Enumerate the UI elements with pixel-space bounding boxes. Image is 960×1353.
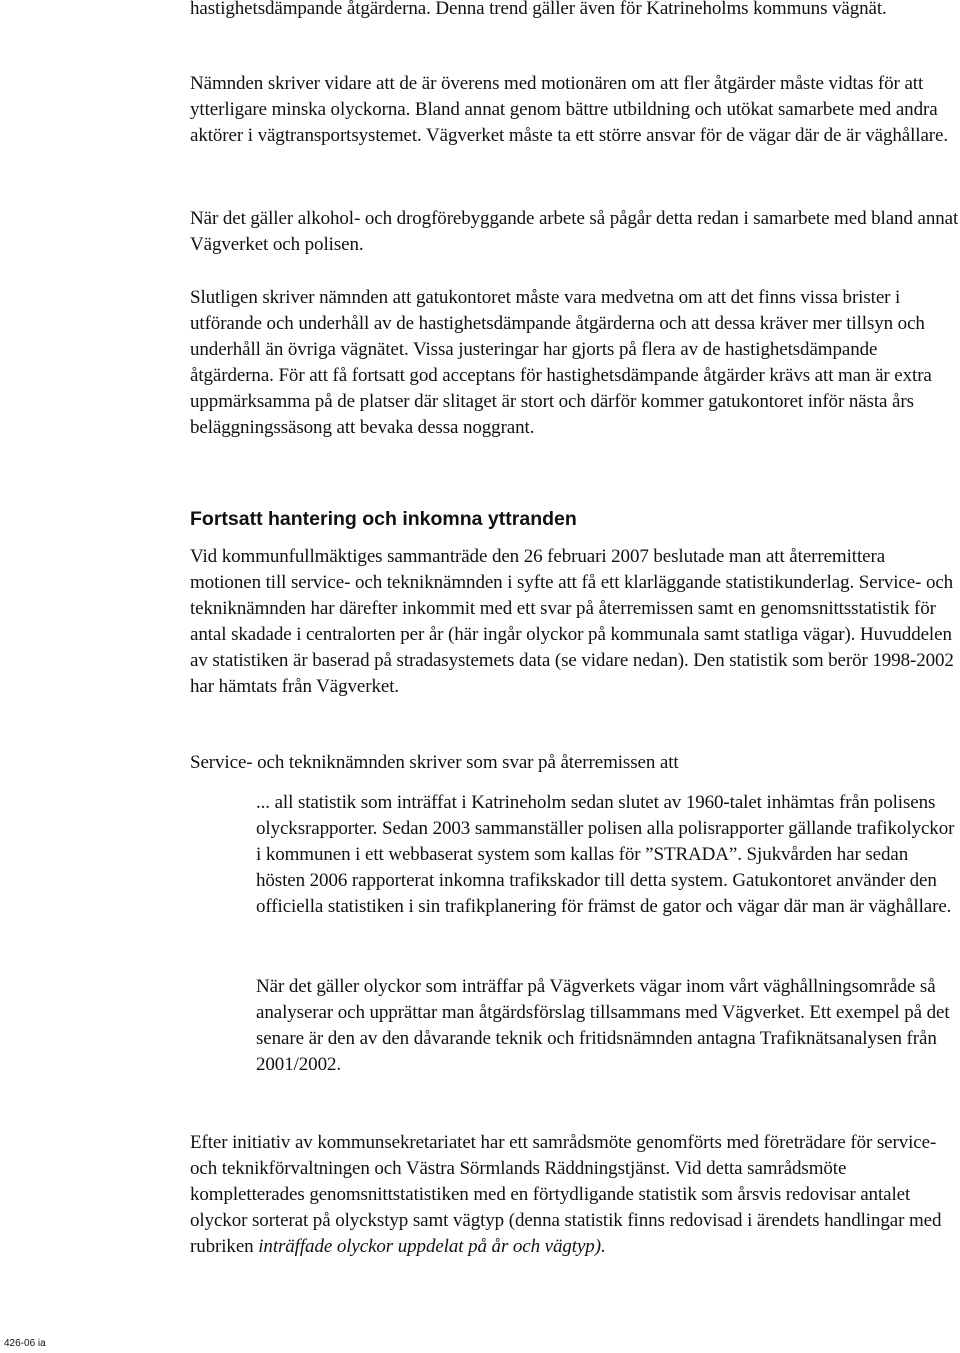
paragraph-alcohol-drug-prevention: När det gäller alkohol- och drogförebyggande arbete så pågår detta redan i samarbete med bland annat Vägverket och polisen. (190, 208, 959, 255)
paragraph-continued: hastighetsdämpande åtgärderna. Denna trend gäller även för Katrineholms kommuns vägnät. (190, 0, 887, 19)
paragraph-response-intro: Service- och tekniknämnden skriver som svar på återremissen att (190, 752, 679, 773)
section-heading: Fortsatt hantering och inkomna yttranden (190, 508, 577, 530)
paragraph-consultation-text: Efter initiativ av kommunsekretariatet har ett samrådsmöte genomförts med företrädare för service- och teknikförvaltningen och Västra Sörmlands Räddningstjänst. Vid detta samrådsmöte kompletterades genomsnittstatistiken med en förtydligande statistik som årsvis redovisar antalet olyckor sorterat på olyckstyp samt vägtyp (denna statistik finns redovisad i ärendets handlingar med rubriken (190, 1132, 942, 1257)
quote-road-accidents: När det gäller olyckor som inträffar på Vägverkets vägar inom vårt väghållningsområde så analyserar och upprättar man åtgärdsförslag tillsammans med Vägverket. Ett exempel på det senare är den av den dåvarande teknik och fritidsnämnden antagna Trafiknätsanalysen från 2001/2002. (256, 976, 950, 1075)
paragraph-consultation (190, 1130, 960, 1260)
page-code: 426-06 ia (4, 1338, 46, 1349)
paragraph-committee-agreement: Nämnden skriver vidare att de är överens med motionären om att fler åtgärder måste vidtas för att ytterligare minska olyckorna. Bland annat genom bättre utbildning och utökat samarbete med andra aktörer i vägtransportsystemet. Vägverket måste ta ett större ansvar för de vägar där de är väghållare. (190, 73, 948, 146)
paragraph-council-meeting: Vid kommunfullmäktiges sammanträde den 26 februari 2007 beslutade man att återremittera motionen till service- och tekniknämnden i syfte att få ett klarläggande statistikunderlag. Service- och tekniknämnden har därefter inkommit med ett svar på återremissen samt en genomsnittsstatistik för antal skadade i centralorten per år (här ingår olyckor på kommunala samt statliga vägar). Huvuddelen av statistiken är baserad på stradasystemets data (se vidare nedan). Den statistik som berör 1998-2002 har hämtats från Vägverket. (190, 546, 954, 697)
quote-statistics: ... all statistik som inträffat i Katrineholm sedan slutet av 1960-talet inhämtas från polisens olycksrapporter. Sedan 2003 sammanställer polisen alla polisrapporter gällande trafikolyckor i kommunen i ett webbaserat system som kallas för ”STRADA”. Sjukvården har sedan hösten 2006 rapporterat inkomna trafikskador till detta system. Gatukontoret använder den officiella statistiken i sin trafikplanering för främst de gator och vägar där man är väghållare. (256, 792, 955, 917)
paragraph-maintenance: Slutligen skriver nämnden att gatukontoret måste vara medvetna om att det finns vissa brister i utförande och underhåll av de hastighetsdämpande åtgärderna och att dessa kräver mer tillsyn och underhåll än övriga vägnätet. Vissa justeringar har gjorts på flera av de hastighetsdämpande åtgärderna. För att få fortsatt god acceptans för hastighetsdämpande åtgärder krävs att man är extra uppmärksamma på de platser där slitaget är stort och därför kommer gatukontoret inför nästa års beläggningssäsong att bevaka dessa noggrant. (190, 287, 932, 438)
paragraph-consultation-italic: inträffade olyckor uppdelat på år och vägtyp). (258, 1236, 606, 1257)
